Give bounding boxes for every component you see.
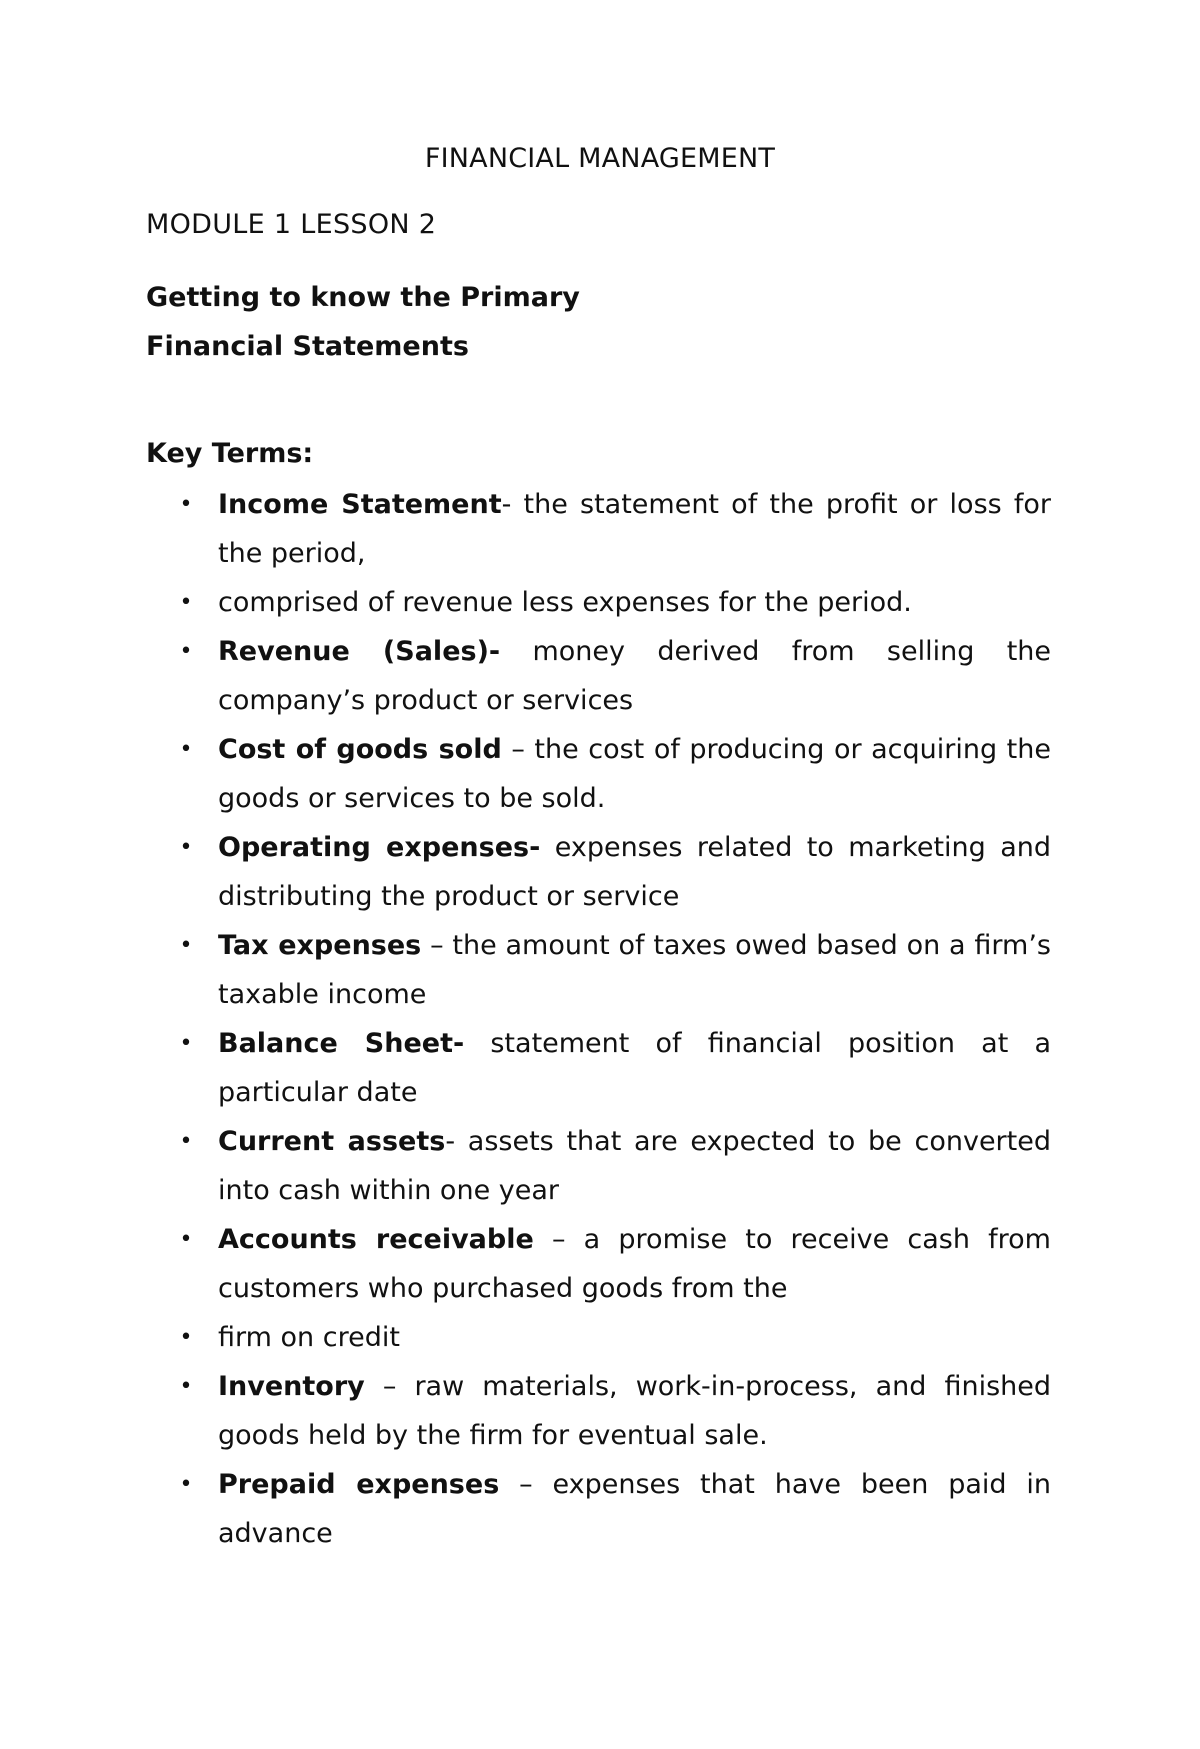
bullet-icon: •: [179, 1227, 193, 1252]
list-item: [146, 1019, 1051, 1117]
term-definition: – raw materials, work-in-process, and finished goods held by the firm for eventual sale.: [218, 1371, 1051, 1451]
document-title: FINANCIAL MANAGEMENT: [424, 143, 776, 174]
term-definition: firm on credit: [218, 1322, 400, 1353]
bullet-icon: •: [179, 590, 193, 615]
bullet-icon: •: [179, 1325, 193, 1350]
term-definition: – the cost of producing or acquiring the goods or services to be sold.: [218, 734, 1051, 814]
lesson-title: [146, 273, 580, 371]
list-item: [146, 1215, 1051, 1313]
bullet-icon: •: [179, 639, 193, 664]
term-name: Current assets: [218, 1126, 446, 1157]
lesson-title-line-1: Getting to know the Primary: [146, 282, 580, 313]
term-definition: – a promise to receive cash from customers who purchased goods from the: [218, 1224, 1051, 1304]
list-item: [146, 1117, 1051, 1215]
bullet-icon: •: [179, 1374, 193, 1399]
term-definition: comprised of revenue less expenses for the period.: [218, 587, 912, 618]
list-item: [146, 578, 1051, 627]
list-item: [146, 480, 1051, 578]
term-definition: - the statement of the profit or loss for the period,: [218, 489, 1051, 569]
term-definition: expenses related to marketing and distributing the product or service: [218, 832, 1051, 912]
term-definition: money derived from selling the company’s product or services: [218, 636, 1052, 716]
term-name: Tax expenses: [218, 930, 422, 961]
lesson-title-line-2: Financial Statements: [146, 331, 469, 362]
list-item: [146, 1362, 1051, 1460]
term-name: Accounts receivable: [218, 1224, 534, 1255]
bullet-icon: •: [179, 933, 193, 958]
term-name: Prepaid expenses: [218, 1469, 500, 1500]
bullet-icon: •: [179, 1031, 193, 1056]
term-name: Revenue (Sales)-: [218, 636, 501, 667]
list-item: [146, 1460, 1051, 1558]
term-name: Income Statement: [218, 489, 502, 520]
term-definition: – expenses that have been paid in advance: [218, 1469, 1051, 1549]
list-item: [146, 627, 1051, 725]
bullet-icon: •: [179, 1129, 193, 1154]
bullet-icon: •: [179, 1472, 193, 1497]
list-item: [146, 725, 1051, 823]
list-item: [146, 823, 1051, 921]
term-definition: statement of financial position at a particular date: [218, 1028, 1051, 1108]
key-terms-list: [146, 480, 1051, 1558]
module-heading: MODULE 1 LESSON 2: [146, 209, 437, 240]
bullet-icon: •: [179, 737, 193, 762]
term-name: Inventory: [218, 1371, 365, 1402]
list-item: [146, 921, 1051, 1019]
term-name: Balance Sheet-: [218, 1028, 465, 1059]
term-definition: - assets that are expected to be converted into cash within one year: [218, 1126, 1051, 1206]
term-name: Operating expenses-: [218, 832, 541, 863]
key-terms-heading: Key Terms:: [146, 438, 314, 469]
term-definition: – the amount of taxes owed based on a firm’s taxable income: [218, 930, 1051, 1010]
list-item: [146, 1313, 1051, 1362]
bullet-icon: •: [179, 835, 193, 860]
bullet-icon: •: [179, 492, 193, 517]
term-name: Cost of goods sold: [218, 734, 502, 765]
